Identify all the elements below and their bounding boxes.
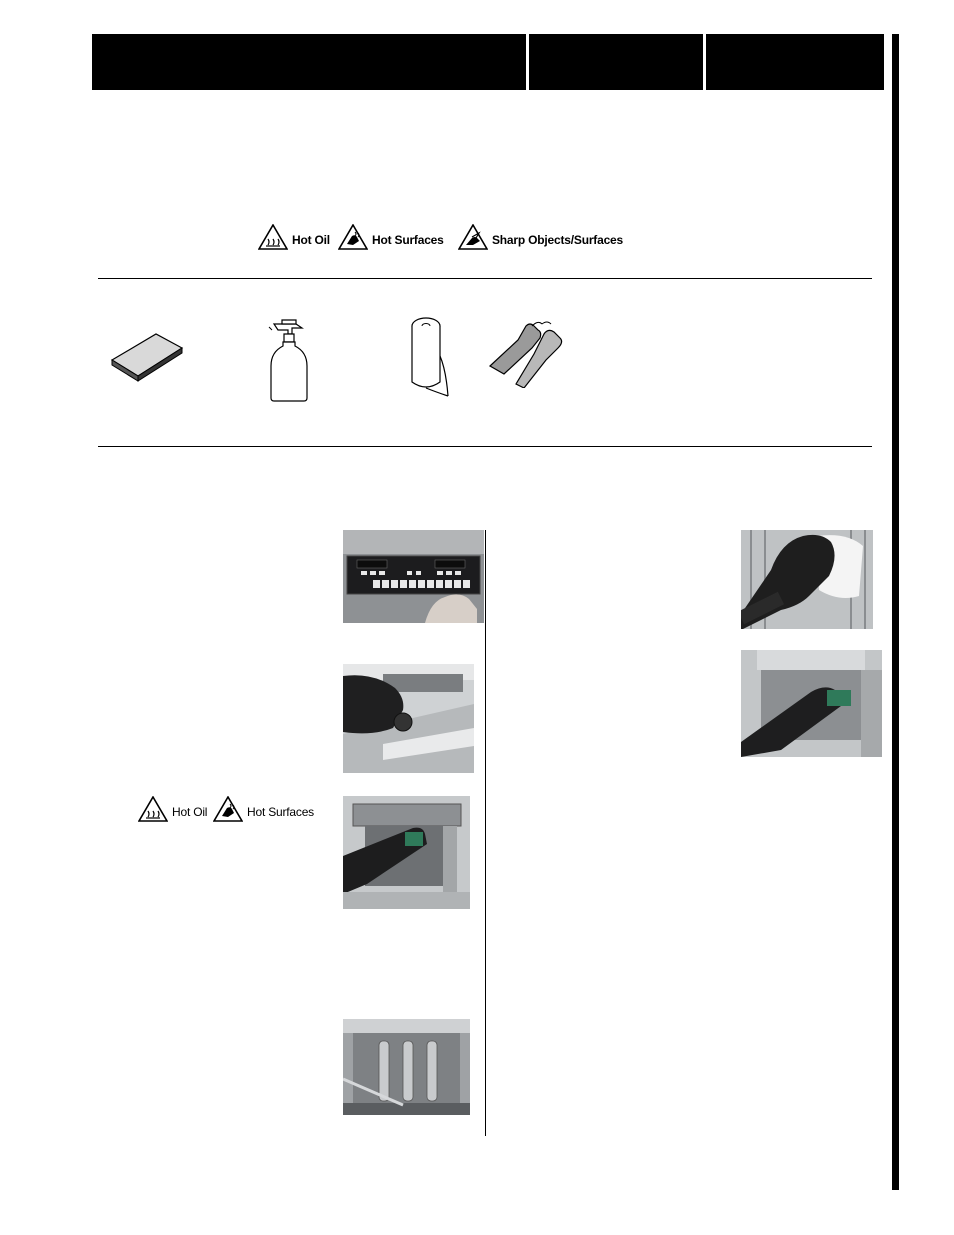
warning-hot-surfaces (338, 224, 444, 255)
warning-hot-oil-step (138, 796, 207, 827)
warning-hot-surfaces-step (213, 796, 314, 827)
warning-sharp-objects (458, 224, 623, 255)
hot-surfaces-icon (213, 796, 243, 827)
photo-wiping-with-towel (741, 530, 873, 629)
photo-control-panel (343, 530, 484, 623)
photo-scrubbing-frypot-wall (741, 650, 882, 757)
scrub-pad-icon (110, 330, 184, 387)
header-bar-section (529, 34, 703, 90)
photo-scrubbing-frypot (343, 796, 470, 909)
section-rule-top (98, 278, 872, 279)
paper-towel-roll-icon (404, 316, 450, 403)
warning-hot-oil (258, 224, 330, 255)
photo-gloved-hand-drain (343, 664, 474, 773)
header-bar-page (706, 34, 884, 90)
page-edge-bar (892, 34, 899, 1190)
section-rule-bottom (98, 446, 872, 447)
warning-label: Hot Surfaces (247, 804, 314, 819)
rubber-gloves-icon (484, 316, 566, 393)
hot-surfaces-icon (338, 224, 368, 255)
header-bar-title (92, 34, 526, 90)
hot-oil-icon (258, 224, 288, 255)
hot-oil-icon (138, 796, 168, 827)
photo-frypot-heating-elements (343, 1019, 470, 1115)
column-divider (485, 530, 486, 1136)
sharp-objects-icon (458, 224, 488, 255)
warning-label: Hot Oil (172, 804, 208, 819)
warning-label: Hot Oil (292, 232, 330, 247)
warning-label: Sharp Objects/Surfaces (492, 232, 623, 247)
spray-bottle-icon (268, 316, 312, 407)
warning-label: Hot Surfaces (372, 232, 444, 247)
